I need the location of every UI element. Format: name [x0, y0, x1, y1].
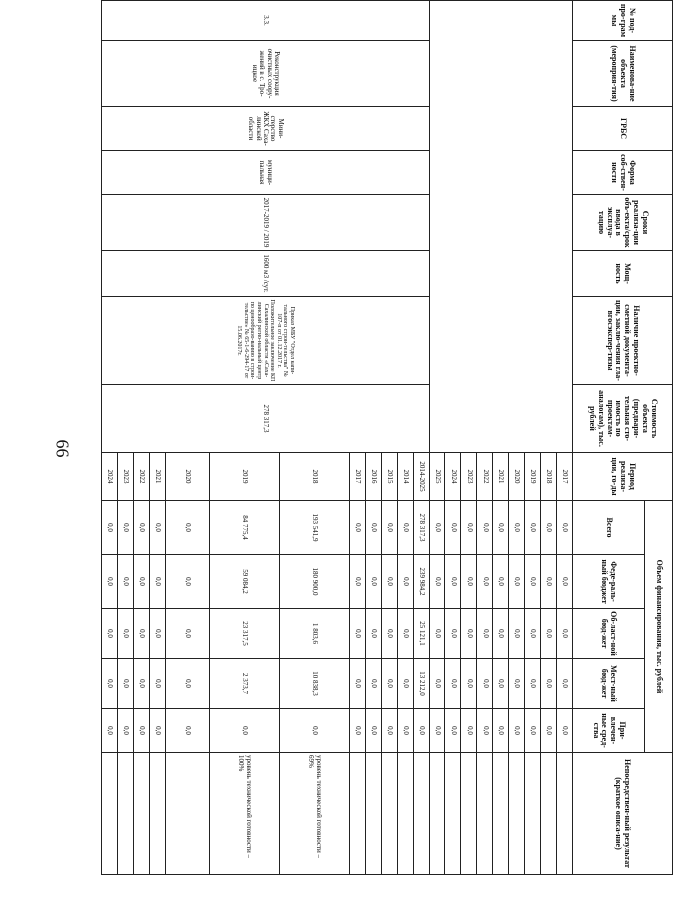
local-cell: 0,0	[349, 659, 365, 709]
total-cell: 0,0	[461, 501, 477, 555]
local-cell: 0,0	[509, 659, 525, 709]
year-cell: 2025	[429, 453, 445, 501]
federal-cell: 0,0	[477, 555, 493, 609]
regional-cell: 0,0	[493, 609, 509, 659]
attracted-cell: 0,0	[165, 709, 209, 753]
header-num: № под-про-грам мы	[573, 1, 673, 41]
regional-cell: 23 317,5	[209, 609, 279, 659]
regional-cell: 0,0	[349, 609, 365, 659]
local-cell: 10 838,3	[279, 659, 349, 709]
result-cell	[461, 753, 477, 875]
header-power: Мощ-ность	[573, 251, 673, 297]
rotated-page	[101, 0, 673, 874]
federal-cell: 0,0	[134, 555, 150, 609]
funding-table	[101, 0, 673, 875]
total-cell: 0,0	[381, 501, 397, 555]
header-terms: Сроки реализа-ции объ-екта/срок ввода в эксплуа-тацию	[573, 195, 673, 251]
result-cell	[397, 753, 413, 875]
federal-cell: 239 984,2	[413, 555, 429, 609]
regional-cell: 0,0	[134, 609, 150, 659]
project-psd: Приказ МБУ "Отдел капи-тального строи-тельства" № 107-п от 01.12.2017 г. Положительное заключение КП Сахалинской области «Саха-линский регио-нальный центр по ценообразо-ванию в строи-тельстве» № 65-1-6-294-17 от 15.06.2017г.	[102, 297, 430, 385]
attracted-cell: 0,0	[118, 709, 134, 753]
year-cell: 2018	[541, 453, 557, 501]
attracted-cell: 0,0	[413, 709, 429, 753]
project-form: муници-пальная	[102, 151, 430, 195]
result-cell	[429, 753, 445, 875]
local-cell: 2 373,7	[209, 659, 279, 709]
header-total: Всего	[573, 501, 645, 555]
year-cell: 2023	[461, 453, 477, 501]
federal-cell: 180 900,0	[279, 555, 349, 609]
header-attracted: При-влечен-ные сред-ства	[573, 709, 645, 753]
regional-cell: 0,0	[149, 609, 165, 659]
result-cell	[493, 753, 509, 875]
federal-cell: 0,0	[525, 555, 541, 609]
regional-cell: 0,0	[165, 609, 209, 659]
federal-cell: 0,0	[365, 555, 381, 609]
result-cell	[349, 753, 365, 875]
regional-cell: 0,0	[429, 609, 445, 659]
result-cell	[413, 753, 429, 875]
federal-cell: 0,0	[461, 555, 477, 609]
regional-cell: 0,0	[102, 609, 118, 659]
attracted-cell: 0,0	[461, 709, 477, 753]
year-cell: 2019	[209, 453, 279, 501]
year-cell: 2024	[445, 453, 461, 501]
header-period: Период реализа-ции, го-ды	[573, 453, 673, 501]
total-cell: 0,0	[365, 501, 381, 555]
regional-cell: 0,0	[477, 609, 493, 659]
result-cell	[381, 753, 397, 875]
header-funding: Объем финансирования, тыс. рублей	[645, 501, 673, 753]
federal-cell: 0,0	[557, 555, 573, 609]
local-cell: 0,0	[165, 659, 209, 709]
federal-cell: 0,0	[349, 555, 365, 609]
total-cell: 0,0	[477, 501, 493, 555]
federal-cell: 0,0	[149, 555, 165, 609]
year-cell: 2016	[365, 453, 381, 501]
regional-cell: 0,0	[461, 609, 477, 659]
result-cell	[134, 753, 150, 875]
attracted-cell: 0,0	[102, 709, 118, 753]
attracted-cell: 0,0	[279, 709, 349, 753]
total-cell: 0,0	[349, 501, 365, 555]
header-grbs: ГРБС	[573, 107, 673, 151]
regional-cell: 0,0	[397, 609, 413, 659]
local-cell: 0,0	[102, 659, 118, 709]
header-regional: Об-ласт-ной бюд-жет	[573, 609, 645, 659]
total-cell: 0,0	[165, 501, 209, 555]
header-local: Мест-ный бюд-жет	[573, 659, 645, 709]
page-number: 66	[52, 439, 73, 458]
year-cell: 2022	[477, 453, 493, 501]
year-cell: 2017	[557, 453, 573, 501]
year-cell: 2020	[509, 453, 525, 501]
attracted-cell: 0,0	[557, 709, 573, 753]
attracted-cell: 0,0	[509, 709, 525, 753]
federal-cell: 0,0	[541, 555, 557, 609]
project-power: 1600 м3 /сут.	[102, 251, 430, 297]
local-cell: 0,0	[397, 659, 413, 709]
local-cell: 0,0	[525, 659, 541, 709]
regional-cell: 0,0	[509, 609, 525, 659]
header-name: Наименова-ние объекта (мероприя-тия)	[573, 41, 673, 107]
project-name: Реконструкция очистных соору-жений в с. Тро-ицкое	[102, 41, 430, 107]
result-cell	[102, 753, 118, 875]
total-cell: 193 541,9	[279, 501, 349, 555]
regional-cell: 0,0	[445, 609, 461, 659]
regional-cell: 0,0	[541, 609, 557, 659]
local-cell: 0,0	[429, 659, 445, 709]
result-cell: уровень технической готовности – 69%	[279, 753, 349, 875]
attracted-cell: 0,0	[209, 709, 279, 753]
federal-cell: 59 084,2	[209, 555, 279, 609]
project-grbs: Мини-стерство ЖКХ Саха-линской области	[102, 107, 430, 151]
federal-cell: 0,0	[118, 555, 134, 609]
total-cell: 0,0	[397, 501, 413, 555]
year-cell: 2021	[149, 453, 165, 501]
local-cell: 0,0	[149, 659, 165, 709]
local-cell: 0,0	[445, 659, 461, 709]
header-result: Непосредствен-ный результат (краткое описа-ние)	[573, 753, 673, 875]
project-cost: 278 317,3	[102, 385, 430, 453]
federal-cell: 0,0	[509, 555, 525, 609]
attracted-cell: 0,0	[149, 709, 165, 753]
result-cell	[525, 753, 541, 875]
result-cell	[557, 753, 573, 875]
total-cell: 278 317,3	[413, 501, 429, 555]
year-cell: 2023	[118, 453, 134, 501]
year-cell: 2021	[493, 453, 509, 501]
result-cell	[118, 753, 134, 875]
header-psd: Наличие проектно-сметной документа-ции, заклю-чения гла-вгосэкспер-тизы	[573, 297, 673, 385]
attracted-cell: 0,0	[381, 709, 397, 753]
attracted-cell: 0,0	[429, 709, 445, 753]
total-cell: 0,0	[149, 501, 165, 555]
local-cell: 0,0	[541, 659, 557, 709]
attracted-cell: 0,0	[397, 709, 413, 753]
total-cell: 0,0	[557, 501, 573, 555]
attracted-cell: 0,0	[349, 709, 365, 753]
local-cell: 0,0	[493, 659, 509, 709]
result-cell	[477, 753, 493, 875]
local-cell: 13 212,0	[413, 659, 429, 709]
year-cell: 2020	[165, 453, 209, 501]
federal-cell: 0,0	[493, 555, 509, 609]
local-cell: 0,0	[477, 659, 493, 709]
attracted-cell: 0,0	[365, 709, 381, 753]
total-cell: 0,0	[509, 501, 525, 555]
result-cell	[365, 753, 381, 875]
year-cell: 2014	[397, 453, 413, 501]
header-federal: Феде-раль-ный бюджет	[573, 555, 645, 609]
attracted-cell: 0,0	[541, 709, 557, 753]
federal-cell: 0,0	[381, 555, 397, 609]
regional-cell: 0,0	[525, 609, 541, 659]
local-cell: 0,0	[118, 659, 134, 709]
federal-cell: 0,0	[397, 555, 413, 609]
year-cell: 2019	[525, 453, 541, 501]
local-cell: 0,0	[134, 659, 150, 709]
attracted-cell: 0,0	[525, 709, 541, 753]
attracted-cell: 0,0	[445, 709, 461, 753]
regional-cell: 0,0	[365, 609, 381, 659]
federal-cell: 0,0	[429, 555, 445, 609]
header-form: Форма соб-ствен-ности	[573, 151, 673, 195]
result-cell	[541, 753, 557, 875]
project-num: 3.3.	[102, 1, 430, 41]
result-cell: уровень технической готовности – 100%	[209, 753, 279, 875]
total-cell: 0,0	[493, 501, 509, 555]
year-cell: 2015	[381, 453, 397, 501]
year-cell: 2022	[134, 453, 150, 501]
local-cell: 0,0	[381, 659, 397, 709]
total-cell: 0,0	[541, 501, 557, 555]
attracted-cell: 0,0	[134, 709, 150, 753]
regional-cell: 0,0	[557, 609, 573, 659]
total-cell: 0,0	[118, 501, 134, 555]
year-cell: 2024	[102, 453, 118, 501]
previous-row-continuation	[429, 1, 572, 453]
year-cell: 2014-2025	[413, 453, 429, 501]
attracted-cell: 0,0	[493, 709, 509, 753]
regional-cell: 0,0	[381, 609, 397, 659]
total-cell: 0,0	[102, 501, 118, 555]
regional-cell: 25 121,1	[413, 609, 429, 659]
federal-cell: 0,0	[445, 555, 461, 609]
total-cell: 0,0	[525, 501, 541, 555]
local-cell: 0,0	[365, 659, 381, 709]
total-cell: 0,0	[445, 501, 461, 555]
result-cell	[509, 753, 525, 875]
total-cell: 0,0	[429, 501, 445, 555]
local-cell: 0,0	[557, 659, 573, 709]
project-terms: 2017-2019 / 2019	[102, 195, 430, 251]
federal-cell: 0,0	[102, 555, 118, 609]
result-cell	[149, 753, 165, 875]
local-cell: 0,0	[461, 659, 477, 709]
regional-cell: 1 803,6	[279, 609, 349, 659]
header-cost: Стоимость объекта (предвари-тельная сто-имость по проектам-аналогам), тыс. рублей	[573, 385, 673, 453]
result-cell	[165, 753, 209, 875]
result-cell	[445, 753, 461, 875]
regional-cell: 0,0	[118, 609, 134, 659]
federal-cell: 0,0	[165, 555, 209, 609]
attracted-cell: 0,0	[477, 709, 493, 753]
year-cell: 2017	[349, 453, 365, 501]
year-cell: 2018	[279, 453, 349, 501]
total-cell: 84 775,4	[209, 501, 279, 555]
total-cell: 0,0	[134, 501, 150, 555]
